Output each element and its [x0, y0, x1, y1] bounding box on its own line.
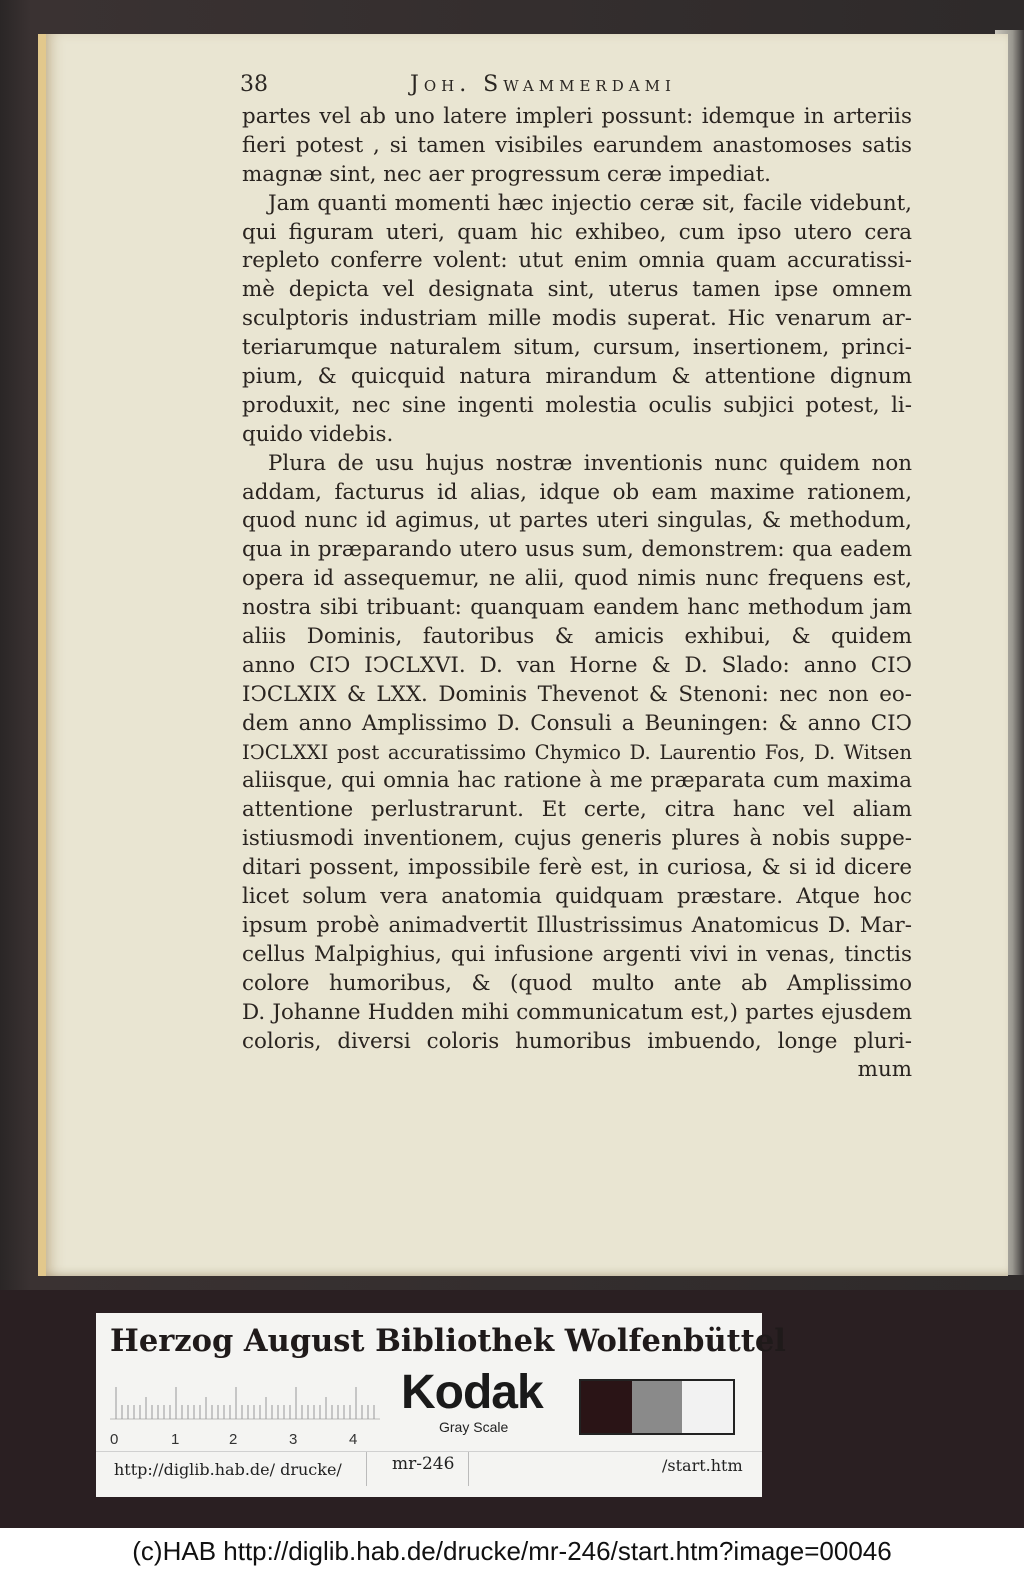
text-line: IↃCLXIX & LXX. Dominis Thevenot & Stenoni: nec non eo- [242, 681, 912, 707]
text-line: D. Johanne Hudden mihi communicatum est,) partes ejusdem [242, 999, 912, 1025]
text-line: aliisque, qui omnia hac ratione à me præparata cum maxima [242, 768, 912, 794]
text-line: aliis Dominis, fautoribus & amicis exhibui, & quidem [242, 624, 912, 650]
text-line: quido videbis. [242, 421, 394, 447]
ruler-label: 4 [349, 1431, 358, 1448]
copyright-caption: (c)HAB http://diglib.hab.de/drucke/mr-246/start.htm?image=00046 [132, 1536, 892, 1566]
text-line: cellus Malpighius, qui infusione argenti vivi in venas, tinctis [242, 941, 912, 967]
text-line: Jam quanti momenti hæc injectio ceræ sit, facile videbunt, [268, 190, 912, 216]
text-line: nostra sibi tribuant: quanquam eandem hanc methodum jam [242, 595, 912, 621]
divider [468, 1452, 469, 1486]
kodak-brand: Kodak [401, 1366, 543, 1419]
catchword: mum [857, 1057, 912, 1083]
text-line: ipsum probè animadvertit Illustrissimus Anatomicus D. Mar- [242, 912, 912, 938]
text-line: partes vel ab uno latere impleri possunt: idemque in arteriis [242, 104, 912, 129]
ruler-label: 0 [110, 1431, 119, 1448]
url-row [96, 1451, 762, 1486]
text-line: fieri potest , si tamen visibiles earundem anastomoses satis [242, 132, 912, 158]
text-line: coloris, diversi coloris humoribus imbuendo, longe pluri- [242, 1028, 912, 1054]
text-line: opera id assequemur, ne alii, quod nimis nunc frequens est, [242, 566, 912, 592]
body-text [242, 103, 912, 1085]
text-line: sculptoris industriam mille modis superat. Hic venarum ar- [242, 306, 912, 332]
url-prefix: http://diglib.hab.de/ drucke/ [114, 1460, 342, 1479]
text-line: mè depicta vel designata sint, uterus tamen ipse omnem [242, 277, 912, 303]
text-line: attentione perlustrarunt. Et certe, citra hanc vel aliam [242, 797, 912, 823]
shelfmark: mr-246 [392, 1454, 455, 1474]
caption-bar [0, 1528, 1024, 1576]
text-line: dem anno Amplissimo D. Consuli a Beuningen: & anno CIↃ [242, 710, 912, 736]
divider [366, 1452, 367, 1486]
text-line: pium, & quicquid natura mirandum & attentione dignum [242, 364, 912, 390]
page-header [240, 72, 920, 104]
running-head: Joh. Swammerdami [410, 72, 676, 97]
text-line: qua in præparando utero usus sum, demonstrem: qua eadem [242, 537, 912, 563]
gray-scale-label: Gray Scale [439, 1419, 509, 1435]
swatch-light [682, 1381, 733, 1433]
text-line: Plura de usu hujus nostræ inventionis nunc quidem non [268, 450, 912, 476]
text-line: magnæ sint, nec aer progressum ceræ impediat. [242, 161, 771, 187]
text-line: anno CIↃ IↃCLXVI. D. van Horne & D. Slado: anno CIↃ [242, 652, 912, 678]
ruler-icon [110, 1375, 380, 1435]
url-suffix: /start.htm [662, 1456, 743, 1475]
text-line: addam, facturus id alias, idque ob eam maxime rationem, [242, 479, 912, 505]
text-line: repleto conferre volent: utut enim omnia quam accuratissi- [242, 248, 912, 274]
text-line: IↃCLXXI post accuratissimo Chymico D. Laurentio Fos, D. Witsen [242, 740, 912, 764]
swatch-mid [632, 1381, 683, 1433]
text-line: istiusmodi inventionem, cujus generis plures à nobis suppe- [242, 826, 912, 852]
ruler-label: 2 [229, 1431, 238, 1448]
target-card [96, 1313, 786, 1497]
text-line: teriarumque naturalem situm, cursum, insertionem, princi- [242, 335, 912, 361]
text-line: licet solum vera anatomia quidquam præstare. Atque hoc [242, 884, 912, 910]
text-line: qui figuram uteri, quam hic exhibeo, cum ipso utero cera [242, 219, 912, 245]
swatch-dark [581, 1381, 632, 1433]
page-number: 38 [240, 72, 268, 97]
text-line: ditari possent, impossibile ferè est, in curiosa, & si id dicere [242, 855, 912, 881]
library-name: Herzog August Bibliothek Wolfenbüttel [110, 1323, 786, 1359]
ruler-label: 1 [171, 1431, 180, 1448]
gray-scale-swatches [579, 1379, 735, 1435]
ruler-label: 3 [289, 1431, 298, 1448]
text-line: quod nunc id agimus, ut partes uteri singulas, & methodum, [242, 508, 912, 534]
text-line: colore humoribus, & (quod multo ante ab Amplissimo [242, 970, 912, 996]
text-line: produxit, nec sine ingenti molestia oculis subjici potest, li- [242, 392, 912, 418]
